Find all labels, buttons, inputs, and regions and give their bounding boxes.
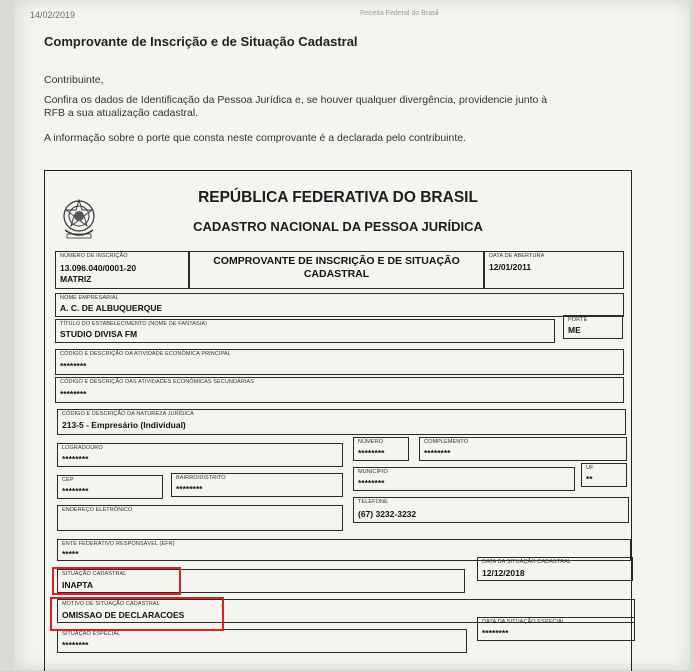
form-heading-republic: REPÚBLICA FEDERATIVA DO BRASIL	[198, 189, 478, 206]
cep-cell: CEP ********	[57, 475, 163, 499]
highlight-situacao-cadastral	[52, 567, 181, 595]
inscricao-cell: NÚMERO DE INSCRIÇÃO 13.096.040/0001-20 MATRIZ	[55, 251, 189, 289]
situacao-especial-value: ********	[62, 640, 89, 650]
nome-empresarial-value: A. C. DE ALBUQUERQUE	[60, 303, 163, 313]
porte-value: ME	[568, 325, 581, 335]
header-source: Receita Federal do Brasil	[360, 10, 439, 17]
print-date: 14/02/2019	[30, 10, 76, 20]
natureza-juridica-cell: CÓDIGO E DESCRIÇÃO DA NATUREZA JURÍDICA 213-5 - Empresário (Individual)	[57, 409, 626, 435]
intro-line-1: Confira os dados de Identificação da Pessoa Jurídica e, se houver qualquer divergência, providencie junto à	[44, 94, 548, 106]
form-heading-cadastro: CADASTRO NACIONAL DA PESSOA JURÍDICA	[193, 219, 483, 234]
endereco-eletronico-cell: ENDEREÇO ELETRÔNICO	[57, 505, 343, 531]
numero-cell: NÚMERO ********	[353, 437, 409, 461]
data-abertura-cell: DATA DE ABERTURA 12/01/2011	[484, 251, 624, 289]
motivo-situacao-cell: MOTIVO DE SITUAÇÃO CADASTRAL OMISSAO DE DECLARACOES	[57, 599, 635, 623]
situacao-especial-cell: SITUAÇÃO ESPECIAL ********	[57, 629, 467, 653]
page-title: Comprovante de Inscrição e de Situação Cadastral	[44, 34, 358, 49]
municipio-cell: MUNICÍPIO ********	[353, 467, 575, 491]
data-abertura-value: 12/01/2011	[489, 262, 532, 272]
intro-greeting: Contribuinte,	[44, 74, 104, 86]
comprovante-title-line1: COMPROVANTE DE INSCRIÇÃO E DE SITUAÇÃO	[213, 255, 460, 267]
telefone-value: (67) 3232-3232	[358, 509, 417, 519]
municipio-value: ********	[358, 478, 385, 488]
natureza-juridica-value: 213-5 - Empresário (Individual)	[62, 420, 186, 430]
comprovante-title-cell	[189, 251, 484, 289]
complemento-value: ********	[424, 448, 451, 458]
uf-value: **	[586, 474, 593, 484]
bairro-value: ********	[176, 484, 203, 494]
inscricao-matriz: MATRIZ	[60, 274, 92, 284]
highlight-motivo-situacao	[50, 597, 224, 631]
bairro-cell: BAIRRO/DISTRITO ********	[171, 473, 343, 497]
motivo-situacao-value: OMISSAO DE DECLARACOES	[62, 610, 185, 620]
intro-line-3: A informação sobre o porte que consta neste comprovante é a declarada pelo contribuinte.	[44, 132, 467, 144]
intro-line-2: RFB a sua atualização cadastral.	[44, 107, 199, 119]
atividades-secundarias-value: ********	[60, 389, 87, 399]
titulo-estabelecimento-cell: TÍTULO DO ESTABELECIMENTO (NOME DE FANTASIA) STUDIO DIVISA FM	[55, 319, 555, 343]
data-situacao-cell: DATA DA SITUAÇÃO CADASTRAL 12/12/2018	[477, 557, 633, 581]
nome-empresarial-cell: NOME EMPRESARIAL A. C. DE ALBUQUERQUE	[55, 293, 624, 317]
efr-value: *****	[62, 549, 79, 559]
logradouro-value: ********	[62, 454, 89, 464]
inscricao-value: 13.096.040/0001-20	[60, 263, 137, 273]
porte-cell: PORTE ME	[563, 315, 623, 339]
titulo-estabelecimento-value: STUDIO DIVISA FM	[60, 329, 138, 339]
efr-cell: ENTE FEDERATIVO RESPONSÁVEL (EFR) *****	[57, 539, 631, 561]
complemento-cell: COMPLEMENTO ********	[419, 437, 627, 461]
comprovante-title-line2: CADASTRAL	[303, 268, 370, 280]
telefone-cell: TELEFONE (67) 3232-3232	[353, 497, 629, 523]
data-situacao-especial-cell: DATA DA SITUAÇÃO ESPECIAL ********	[477, 617, 635, 641]
cep-value: ********	[62, 486, 89, 496]
uf-cell: UF **	[581, 463, 627, 487]
atividades-secundarias-cell: CÓDIGO E DESCRIÇÃO DAS ATIVIDADES ECONÔMICAS SECUNDÁRIAS ********	[55, 377, 624, 403]
atividade-principal-value: ********	[60, 361, 87, 371]
atividade-principal-cell: CÓDIGO E DESCRIÇÃO DA ATIVIDADE ECONÔMICA PRINCIPAL ********	[55, 349, 624, 375]
logradouro-cell: LOGRADOURO ********	[57, 443, 343, 467]
situacao-cadastral-cell: SITUAÇÃO CADASTRAL INAPTA	[57, 569, 465, 593]
data-situacao-value: 12/12/2018	[482, 568, 525, 578]
numero-value: ********	[358, 448, 385, 458]
data-situacao-especial-value: ********	[482, 628, 509, 638]
cnpj-form	[44, 170, 632, 671]
situacao-cadastral-value: INAPTA	[62, 580, 94, 590]
